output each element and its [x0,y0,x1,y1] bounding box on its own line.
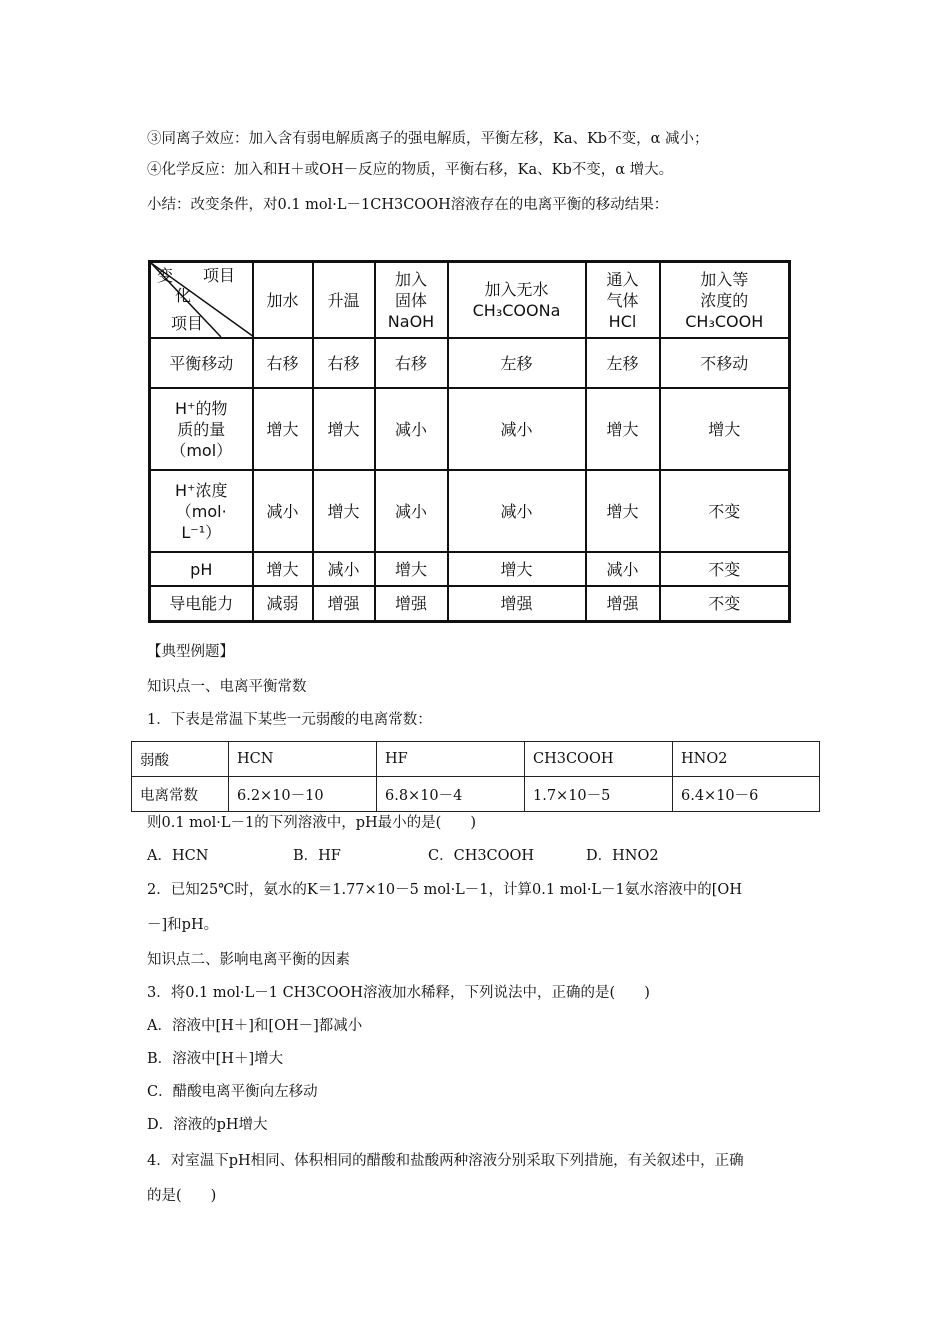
question-1-stem: 则0.1 mol·L－1的下列溶液中，pH最小的是( ) [147,815,476,831]
corner-cell [150,262,253,339]
question-1: 1．下表是常温下某些一元弱酸的电离常数： [147,712,432,728]
table-cell: 减小 [586,552,660,586]
table-cell: HNO2 [673,742,820,777]
table-cell: 减小 [313,552,375,586]
table-row [150,552,790,586]
table-cell: 6.2×10－10 [229,777,377,812]
q1-option-b: B．HF [293,848,341,864]
q1-option-d: D．HNO2 [586,848,659,864]
knowledge-point-2: 知识点二、影响电离平衡的因素 [147,952,350,968]
table-cell: 电离常数 [132,777,229,812]
row-label: H⁺的物 质的量 （mol） [150,388,253,470]
table-cell: 不变 [660,470,790,552]
table-cell: 减小 [448,388,586,470]
intro-line-3: 小结：改变条件，对0.1 mol·L－1CH3COOH溶液存在的电离平衡的移动结果： [147,197,669,213]
table-cell: 弱酸 [132,742,229,777]
question-2-line-2: －]和pH。 [147,917,219,933]
table-cell: 减小 [375,388,448,470]
table-cell: 减小 [253,470,313,552]
table-cell: 增强 [375,586,448,622]
row-label: H⁺浓度 （mol· L⁻¹） [150,470,253,552]
section-title: 【典型例题】 [147,644,234,660]
table-cell: 增大 [586,388,660,470]
table-row [132,742,820,777]
table-cell: 右移 [313,338,375,388]
q3-option-d: D．溶液的pH增大 [147,1117,268,1133]
table-cell: 不移动 [660,338,790,388]
table-cell: 右移 [253,338,313,388]
row-label: pH [150,552,253,586]
header-cell: 加水 [253,262,313,339]
table-row [132,777,820,812]
q3-option-b: B．溶液中[H＋]增大 [147,1051,284,1067]
table-cell: 不变 [660,552,790,586]
header-cell: 加入 固体 NaOH [375,262,448,339]
table-cell: 增大 [313,470,375,552]
question-4-line-1: 4．对室温下pH相同、体积相同的醋酸和盐酸两种溶液分别采取下列措施，有关叙述中，正确 [147,1153,744,1169]
table-cell: CH3COOH [525,742,673,777]
corner-bottom: 项目 [171,314,204,333]
row-label: 导电能力 [150,586,253,622]
header-cell: 升温 [313,262,375,339]
q1-option-a: A．HCN [147,848,209,864]
table-cell: 增大 [253,388,313,470]
table-cell: 增强 [313,586,375,622]
table-cell: 增大 [586,470,660,552]
table-cell: 增强 [448,586,586,622]
table-cell: HCN [229,742,377,777]
table-cell: 增大 [375,552,448,586]
row-label: 平衡移动 [150,338,253,388]
table-cell: 增大 [660,388,790,470]
table-cell: 左移 [586,338,660,388]
table-row [150,586,790,622]
table-cell: 右移 [375,338,448,388]
question-3: 3．将0.1 mol·L－1 CH3COOH溶液加水稀释，下列说法中，正确的是( ) [147,985,650,1001]
intro-line-1: ③同离子效应：加入含有弱电解质离子的强电解质，平衡左移，Ka、Kb不变，α 减小； [147,131,709,147]
q1-option-c: C．CH3COOH [428,848,535,864]
table-cell: 6.4×10－6 [673,777,820,812]
table-cell: 不变 [660,586,790,622]
table-cell: 增大 [313,388,375,470]
table-cell: 6.8×10－4 [377,777,525,812]
corner-top-left: 变 [157,266,174,285]
header-cell: 加入无水 CH₃COONa [448,262,586,339]
question-4-line-2: 的是( ) [147,1188,217,1204]
table-cell: 左移 [448,338,586,388]
table-cell: 增大 [253,552,313,586]
q3-option-c: C．醋酸电离平衡向左移动 [147,1084,318,1100]
corner-top-right: 项目 [203,266,236,285]
table-cell: 减小 [448,470,586,552]
knowledge-point-1: 知识点一、电离平衡常数 [147,679,307,695]
q3-option-a: A．溶液中[H＋]和[OH－]都减小 [147,1018,363,1034]
table-row [150,388,790,470]
header-cell: 加入等 浓度的 CH₃COOH [660,262,790,339]
table-cell: 增大 [448,552,586,586]
equilibrium-table [148,260,791,623]
ionization-constant-table [131,741,820,812]
table-cell: 增强 [586,586,660,622]
table-row [150,470,790,552]
table-cell: 1.7×10－5 [525,777,673,812]
question-2-line-1: 2．已知25℃时，氨水的K＝1.77×10－5 mol·L－1，计算0.1 mol·L－1氨水溶液中的[OH [147,882,742,898]
intro-line-2: ④化学反应：加入和H＋或OH－反应的物质，平衡右移，Ka、Kb不变，α 增大。 [147,162,674,178]
table-row [150,338,790,388]
header-cell: 通入 气体 HCl [586,262,660,339]
table-cell: 减弱 [253,586,313,622]
table-cell: 减小 [375,470,448,552]
corner-middle: 化 [175,286,192,305]
table-cell: HF [377,742,525,777]
